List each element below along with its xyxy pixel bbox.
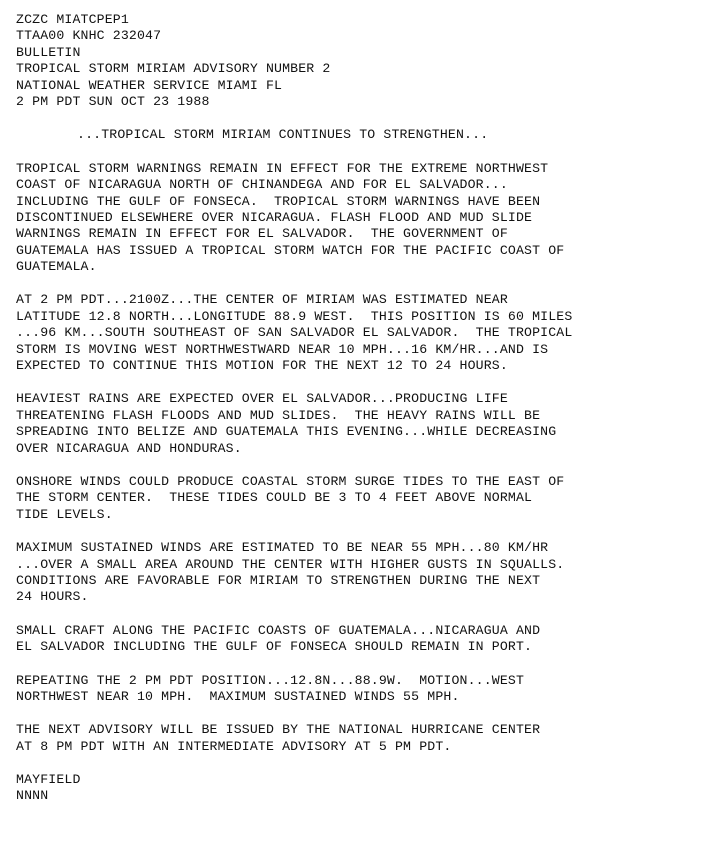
text-line: NORTHWEST NEAR 10 MPH. MAXIMUM SUSTAINED WINDS 55 MPH. xyxy=(16,688,460,704)
text-line: GUATEMALA HAS ISSUED A TROPICAL STORM WATCH FOR THE PACIFIC COAST OF xyxy=(16,242,565,258)
header-line: TTAA00 KNHC 232047 xyxy=(16,28,162,44)
text-line: ...96 KM...SOUTH SOUTHEAST OF SAN SALVADOR EL SALVADOR. THE TROPICAL xyxy=(16,325,573,341)
text-line: STORM IS MOVING WEST NORTHWESTWARD NEAR 10 MPH...16 KM/HR...AND IS xyxy=(16,341,549,357)
text-line: TROPICAL STORM WARNINGS REMAIN IN EFFECT FOR THE EXTREME NORTHWEST xyxy=(16,160,549,176)
header-line: ZCZC MIATCPEP1 xyxy=(16,12,129,27)
text-line: MAXIMUM SUSTAINED WINDS ARE ESTIMATED TO BE NEAR 55 MPH...80 KM/HR xyxy=(16,540,549,556)
text-line: SMALL CRAFT ALONG THE PACIFIC COASTS OF GUATEMALA...NICARAGUA AND xyxy=(16,622,541,638)
issue-time: 2 PM PDT SUN OCT 23 1988 xyxy=(16,93,210,109)
issuing-office: NATIONAL WEATHER SERVICE MIAMI FL xyxy=(16,77,283,93)
text-line: AT 8 PM PDT WITH AN INTERMEDIATE ADVISORY AT 5 PM PDT. xyxy=(16,738,452,754)
text-line: GUATEMALA. xyxy=(16,259,97,275)
text-line: CONDITIONS ARE FAVORABLE FOR MIRIAM TO STRENGTHEN DURING THE NEXT xyxy=(16,572,541,588)
text-line: ...OVER A SMALL AREA AROUND THE CENTER WITH HIGHER GUSTS IN SQUALLS. xyxy=(16,556,565,572)
text-line: AT 2 PM PDT...2100Z...THE CENTER OF MIRIAM WAS ESTIMATED NEAR xyxy=(16,292,508,308)
text-line: LATITUDE 12.8 NORTH...LONGITUDE 88.9 WEST. THIS POSITION IS 60 MILES xyxy=(16,308,573,324)
text-line: THREATENING FLASH FLOODS AND MUD SLIDES. THE HEAVY RAINS WILL BE xyxy=(16,407,541,423)
advisory-title: TROPICAL STORM MIRIAM ADVISORY NUMBER 2 xyxy=(16,61,331,77)
text-line: EL SALVADOR INCLUDING THE GULF OF FONSECA SHOULD REMAIN IN PORT. xyxy=(16,639,533,655)
bulletin-header xyxy=(16,12,716,110)
paragraph-rains xyxy=(16,391,716,457)
text-line: COAST OF NICARAGUA NORTH OF CHINANDEGA AND FOR EL SALVADOR... xyxy=(16,177,508,193)
text-line: SPREADING INTO BELIZE AND GUATEMALA THIS EVENING...WHILE DECREASING xyxy=(16,424,557,440)
header-line: BULLETIN xyxy=(16,44,81,60)
paragraph-warnings xyxy=(16,161,716,276)
paragraph-storm-surge xyxy=(16,474,716,523)
text-line: INCLUDING THE GULF OF FONSECA. TROPICAL STORM WARNINGS HAVE BEEN xyxy=(16,193,541,209)
text-line: OVER NICARAGUA AND HONDURAS. xyxy=(16,440,242,456)
forecaster-name: MAYFIELD xyxy=(16,772,81,788)
text-line: HEAVIEST RAINS ARE EXPECTED OVER EL SALVADOR...PRODUCING LIFE xyxy=(16,391,508,407)
paragraph-small-craft xyxy=(16,623,716,656)
paragraph-repeat-position xyxy=(16,673,716,706)
advisory-document xyxy=(16,12,716,805)
text-line: TIDE LEVELS. xyxy=(16,506,113,522)
text-line: DISCONTINUED ELSEWHERE OVER NICARAGUA. FLASH FLOOD AND MUD SLIDE xyxy=(16,209,533,225)
text-line: REPEATING THE 2 PM PDT POSITION...12.8N...88.9W. MOTION...WEST xyxy=(16,672,525,688)
signature-block xyxy=(16,772,716,805)
end-marker: NNNN xyxy=(16,788,49,804)
paragraph-winds xyxy=(16,540,716,606)
text-line: WARNINGS REMAIN IN EFFECT FOR EL SALVADOR. THE GOVERNMENT OF xyxy=(16,226,508,242)
text-line: THE NEXT ADVISORY WILL BE ISSUED BY THE NATIONAL HURRICANE CENTER xyxy=(16,722,541,738)
text-line: 24 HOURS. xyxy=(16,589,89,605)
paragraph-position xyxy=(16,292,716,374)
text-line: ONSHORE WINDS COULD PRODUCE COASTAL STORM SURGE TIDES TO THE EAST OF xyxy=(16,473,565,489)
headline: ...TROPICAL STORM MIRIAM CONTINUES TO STRENGTHEN... xyxy=(77,127,489,143)
text-line: THE STORM CENTER. THESE TIDES COULD BE 3 TO 4 FEET ABOVE NORMAL xyxy=(16,490,533,506)
paragraph-next-advisory xyxy=(16,722,716,755)
text-line: EXPECTED TO CONTINUE THIS MOTION FOR THE NEXT 12 TO 24 HOURS. xyxy=(16,358,508,374)
